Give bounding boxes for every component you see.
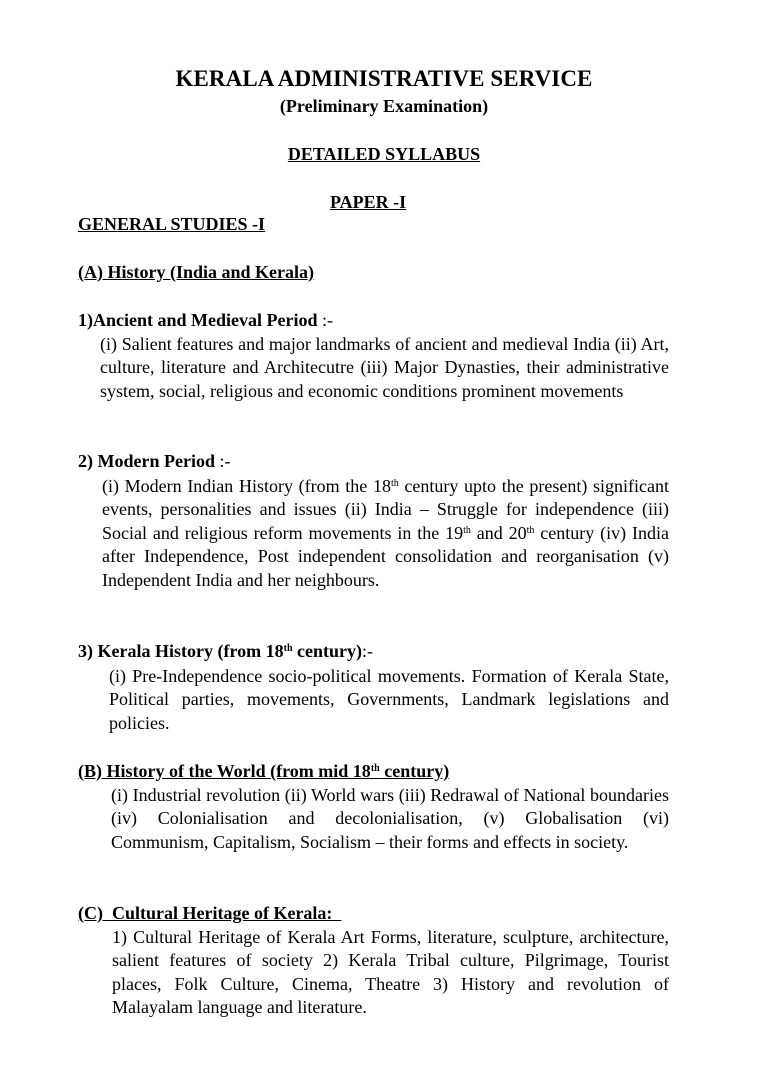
- kerala-history-heading: [78, 641, 373, 662]
- section-b-title-1: (B) History of the World (from mid 18: [78, 761, 371, 781]
- document-subtitle: (Preliminary Examination): [279, 96, 489, 116]
- ancient-medieval-suffix: :-: [317, 310, 333, 330]
- kerala-history-title-2: century): [292, 641, 363, 661]
- section-b-text: (i) Industrial revolution (ii) World wars (iii) Redrawal of National boundaries (iv) Colonialisation and decolonialisation, (v) Globalisation (vi) Communism, Capitalism, Socialism – their forms and effects in society.: [111, 785, 669, 852]
- modern-text-part-1: (i) Modern Indian History (from the 18: [102, 476, 391, 496]
- kerala-history-suffix: :-: [362, 641, 374, 661]
- modern-text-part-2: century upto the present) significant events, personalities and issues (ii) India – Struggle for independence (iii) Social and religious reform movements in the 19: [102, 476, 669, 543]
- modern-period-suffix: :-: [214, 451, 231, 471]
- ancient-medieval-heading: [78, 310, 333, 331]
- modern-sup-3: th: [526, 524, 535, 536]
- ancient-medieval-text: (i) Salient features and major landmarks of ancient and medieval India (ii) Art, culture, literature and Architecutre (iii) Major Dynasties, their administrative system, social, religious and economic conditions prominent movements: [100, 334, 669, 401]
- document-title: KERALA ADMINISTRATIVE SERVICE: [175, 66, 593, 91]
- kerala-history-text: (i) Pre-Independence socio-political movements. Formation of Kerala State, Political parties, movements, Governments, Landmark legislations and policies.: [109, 666, 669, 733]
- modern-sup-2: th: [463, 524, 471, 536]
- modern-text-part-3: and 20: [470, 522, 527, 543]
- ancient-medieval-title: 1)Ancient and Medieval Period: [78, 310, 318, 330]
- section-c-heading: (C) Cultural Heritage of Kerala:: [78, 903, 342, 923]
- modern-period-text: [102, 475, 669, 592]
- kerala-history-sup: th: [283, 643, 293, 654]
- section-c-text: 1) Cultural Heritage of Kerala Art Forms, literature, sculpture, architecture, salient features of society 2) Kerala Tribal culture, Pilgrimage, Tourist places, Folk Culture, Cinema, Theatre 3) History and revolution of Malayalam language and literature.: [112, 927, 669, 1018]
- section-b-heading: [78, 761, 449, 782]
- paper-heading: PAPER -I: [330, 192, 407, 212]
- syllabus-heading: DETAILED SYLLABUS: [287, 144, 481, 164]
- modern-period-title: 2) Modern Period: [78, 451, 215, 471]
- section-b-title-2: century): [379, 761, 450, 781]
- modern-period-heading: [78, 451, 230, 472]
- modern-text-part-4: century (iv) India after Independence, Post independent consolidation and reorganisation (v) Independent India and her neighbours.: [102, 522, 669, 590]
- section-b-sup: th: [370, 763, 380, 774]
- modern-sup-1: th: [390, 478, 399, 489]
- general-studies-heading: GENERAL STUDIES -I: [78, 214, 266, 234]
- kerala-history-title-1: 3) Kerala History (from 18: [78, 641, 284, 661]
- section-a-heading: (A) History (India and Kerala): [78, 262, 314, 282]
